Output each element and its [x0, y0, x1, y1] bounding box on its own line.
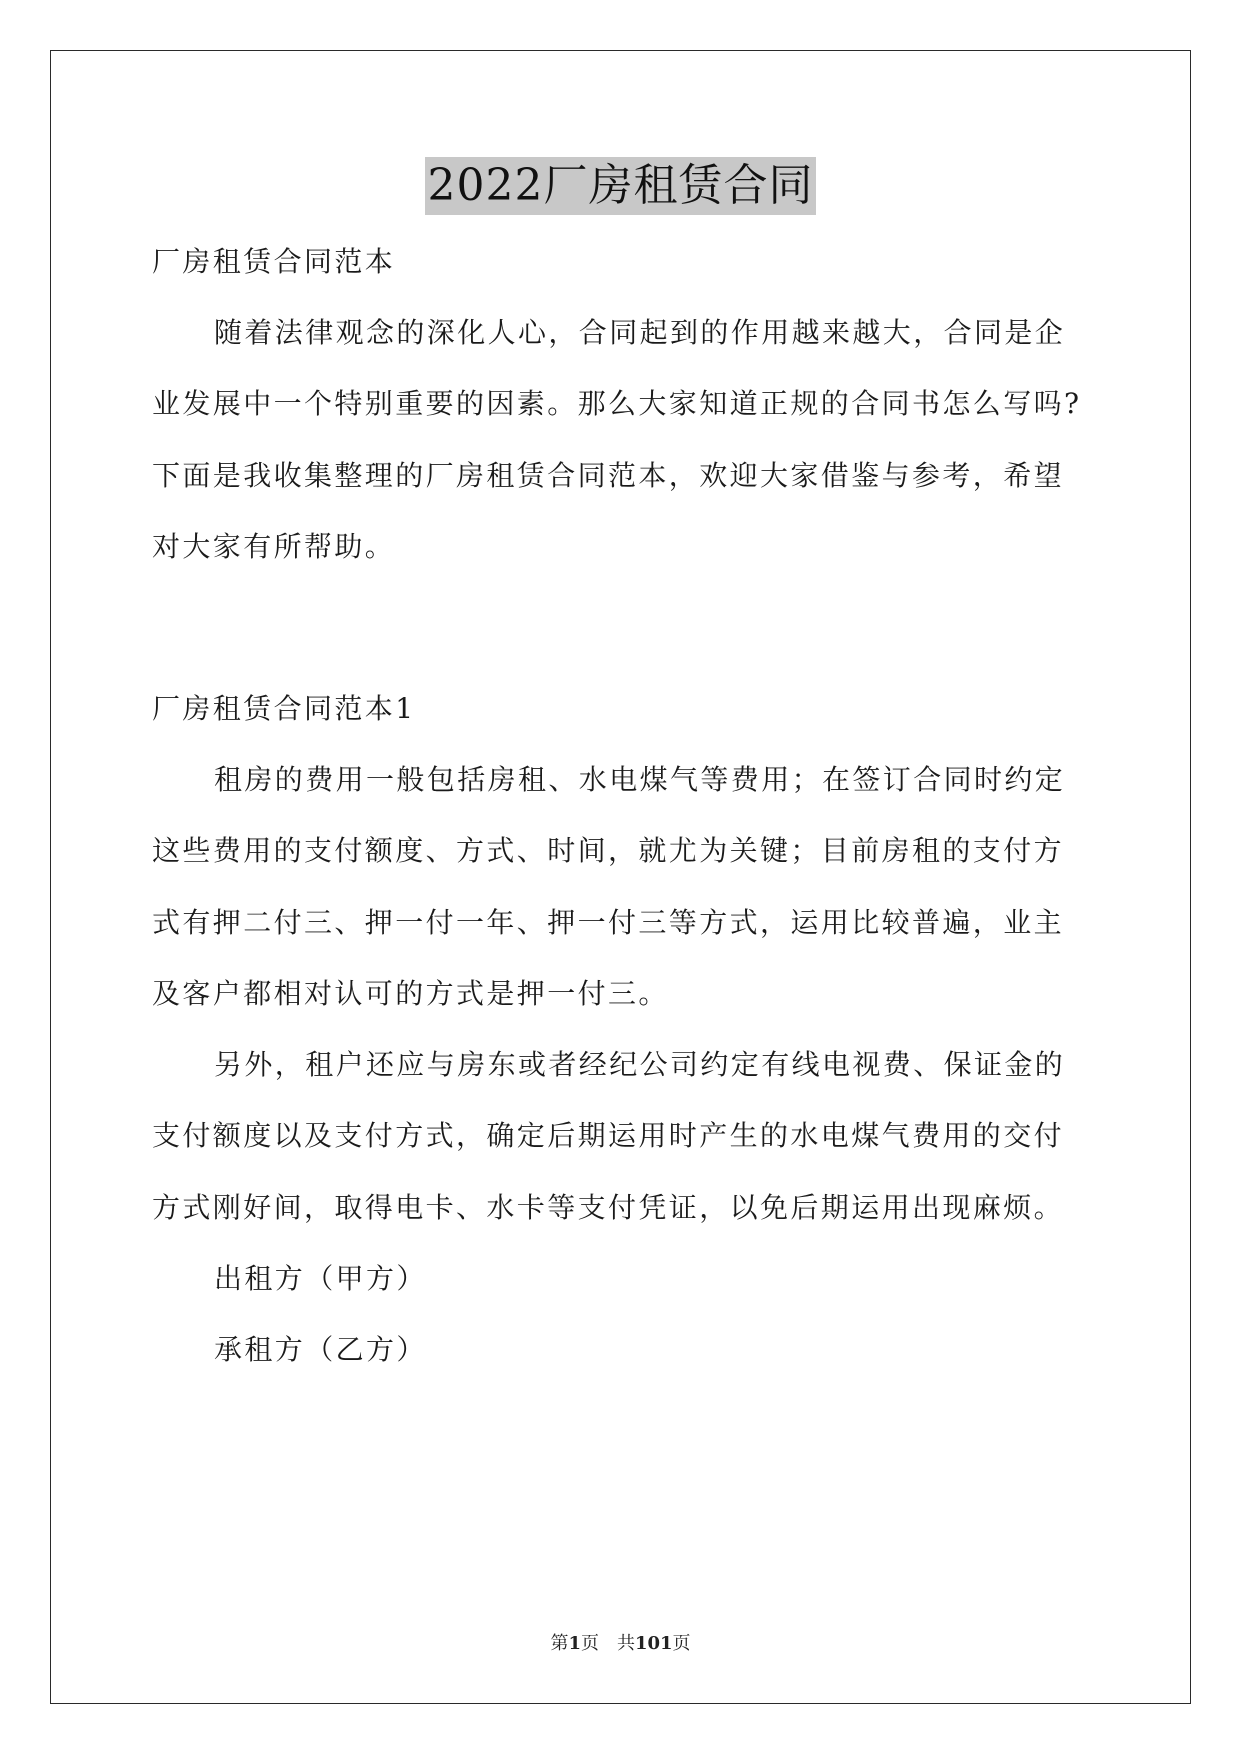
section-heading: 厂房租赁合同范本: [152, 245, 396, 278]
paragraph-line: 支付额度以及支付方式，确定后期运用时产生的水电煤气费用的交付: [152, 1119, 1065, 1152]
party-b-label: 承租方（乙方）: [214, 1333, 427, 1366]
page-number: 1: [568, 1633, 581, 1654]
paragraph-line: 这些费用的支付额度、方式、时间，就尤为关键；目前房租的支付方: [152, 834, 1065, 867]
paragraph-line: 及客户都相对认可的方式是押一付三。: [152, 977, 669, 1010]
intro-line: 业发展中一个特别重要的因素。那么大家知道正规的合同书怎么写吗?: [152, 387, 1082, 420]
section-heading: 厂房租赁合同范本1: [152, 692, 416, 725]
party-a-label: 出租方（甲方）: [214, 1262, 427, 1295]
intro-line: 对大家有所帮助。: [152, 530, 396, 563]
document-title: 2022厂房租赁合同: [425, 157, 817, 215]
paragraph-line: 租房的费用一般包括房租、水电煤气等费用；在签订合同时约定: [214, 763, 1066, 796]
page-border: [50, 50, 1191, 1704]
footer-prefix: 第: [550, 1633, 569, 1654]
paragraph-line: 方式刚好间，取得电卡、水卡等支付凭证，以免后期运用出现麻烦。: [152, 1191, 1065, 1224]
page-footer: [0, 1632, 1241, 1656]
title-wrap: [0, 157, 1241, 215]
footer-suffix: 页: [672, 1633, 691, 1654]
total-pages: 101: [634, 1633, 673, 1654]
intro-line: 随着法律观念的深化人心，合同起到的作用越来越大，合同是企: [214, 316, 1066, 349]
intro-line: 下面是我收集整理的厂房租赁合同范本，欢迎大家借鉴与参考，希望: [152, 459, 1065, 492]
paragraph-line: 另外，租户还应与房东或者经纪公司约定有线电视费、保证金的: [214, 1048, 1066, 1081]
paragraph-line: 式有押二付三、押一付一年、押一付三等方式，运用比较普遍，业主: [152, 906, 1065, 939]
footer-middle: 页 共: [580, 1633, 635, 1654]
